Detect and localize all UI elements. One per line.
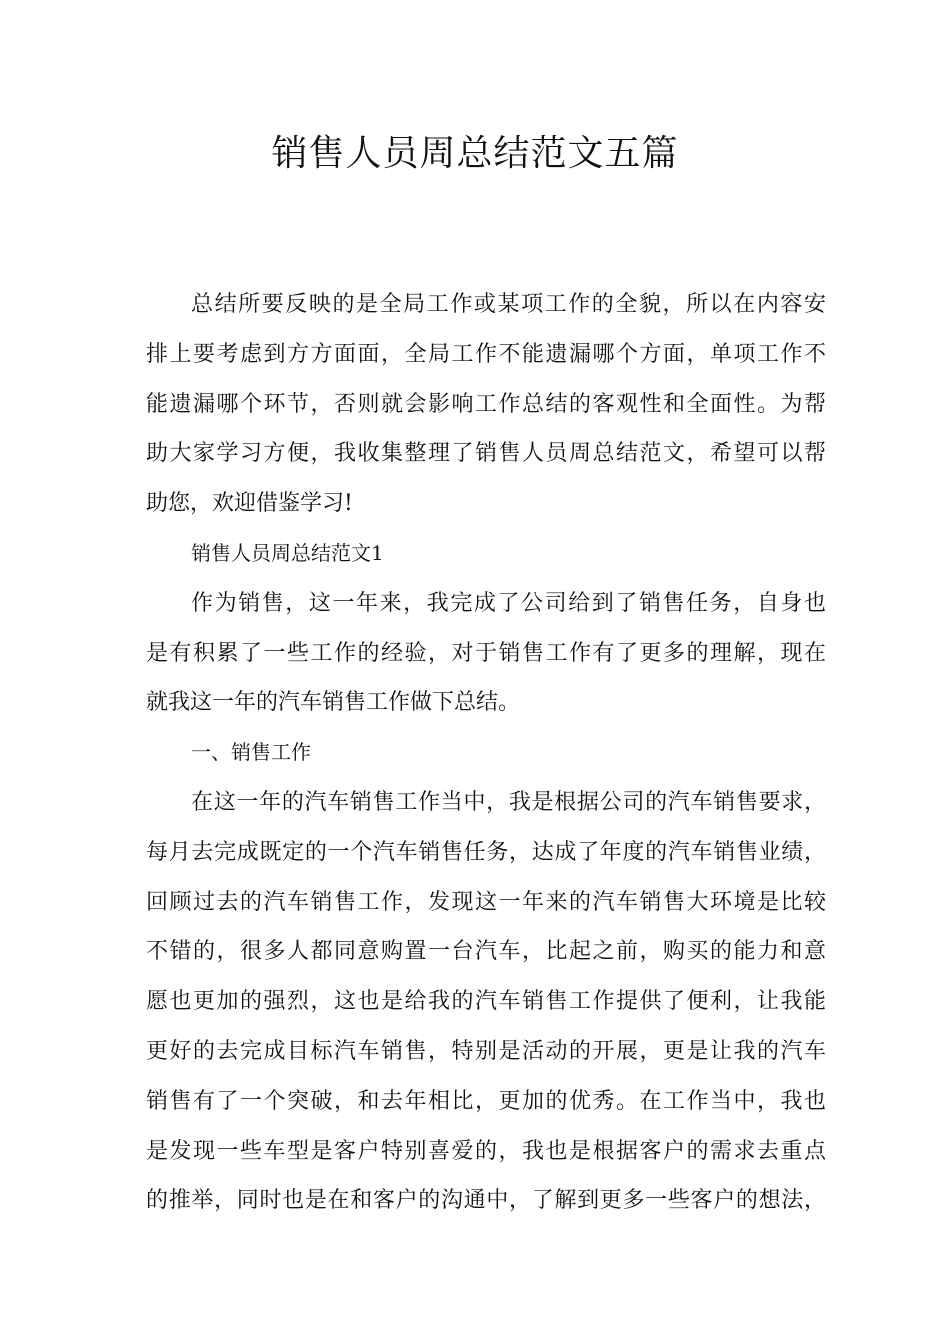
intro-paragraph-line: 助您，欢迎借鉴学习! bbox=[146, 491, 353, 517]
subsection-heading: 一、销售工作 bbox=[191, 740, 311, 765]
subsection-paragraph-line: 回顾过去的汽车销售工作，发现这一年来的汽车销售大环境是比较 bbox=[146, 889, 826, 915]
subsection-paragraph-line: 销售有了一个突破，和去年相比，更加的优秀。在工作当中，我也 bbox=[146, 1088, 826, 1114]
subsection-paragraph-line: 每月去完成既定的一个汽车销售任务，达成了年度的汽车销售业绩， bbox=[146, 839, 826, 865]
section-paragraph-line: 就我这一年的汽车销售工作做下总结。 bbox=[146, 690, 521, 716]
intro-paragraph-line: 总结所要反映的是全局工作或某项工作的全貌，所以在内容安 bbox=[191, 292, 826, 317]
intro-paragraph-line: 能遗漏哪个环节，否则就会影响工作总结的客观性和全面性。为帮 bbox=[146, 391, 826, 417]
document-title: 销售人员周总结范文五篇 bbox=[271, 133, 679, 174]
document-body bbox=[146, 280, 826, 1226]
intro-paragraph-line: 排上要考虑到方方面面，全局工作不能遗漏哪个方面，单项工作不 bbox=[146, 341, 826, 367]
section-paragraph-line: 作为销售，这一年来，我完成了公司给到了销售任务，自身也 bbox=[191, 590, 826, 616]
subsection-paragraph-line: 更好的去完成目标汽车销售，特别是活动的开展，更是让我的汽车 bbox=[146, 1038, 826, 1064]
subsection-paragraph-line: 愿也更加的强烈，这也是给我的汽车销售工作提供了便利，让我能 bbox=[146, 989, 826, 1015]
subsection-paragraph-line: 的推举，同时也是在和客户的沟通中，了解到更多一些客户的想法， bbox=[146, 1188, 826, 1214]
subsection-paragraph-line: 是发现一些车型是客户特别喜爱的，我也是根据客户的需求去重点 bbox=[146, 1138, 826, 1164]
subsection-paragraph-line: 不错的，很多人都同意购置一台汽车，比起之前，购买的能力和意 bbox=[146, 939, 826, 965]
section-heading: 销售人员周总结范文1 bbox=[191, 540, 384, 565]
section-paragraph-line: 是有积累了一些工作的经验，对于销售工作有了更多的理解，现在 bbox=[146, 640, 826, 666]
subsection-paragraph-line: 在这一年的汽车销售工作当中，我是根据公司的汽车销售要求， bbox=[191, 789, 826, 815]
intro-paragraph-line: 助大家学习方便，我收集整理了销售人员周总结范文，希望可以帮 bbox=[146, 441, 826, 467]
